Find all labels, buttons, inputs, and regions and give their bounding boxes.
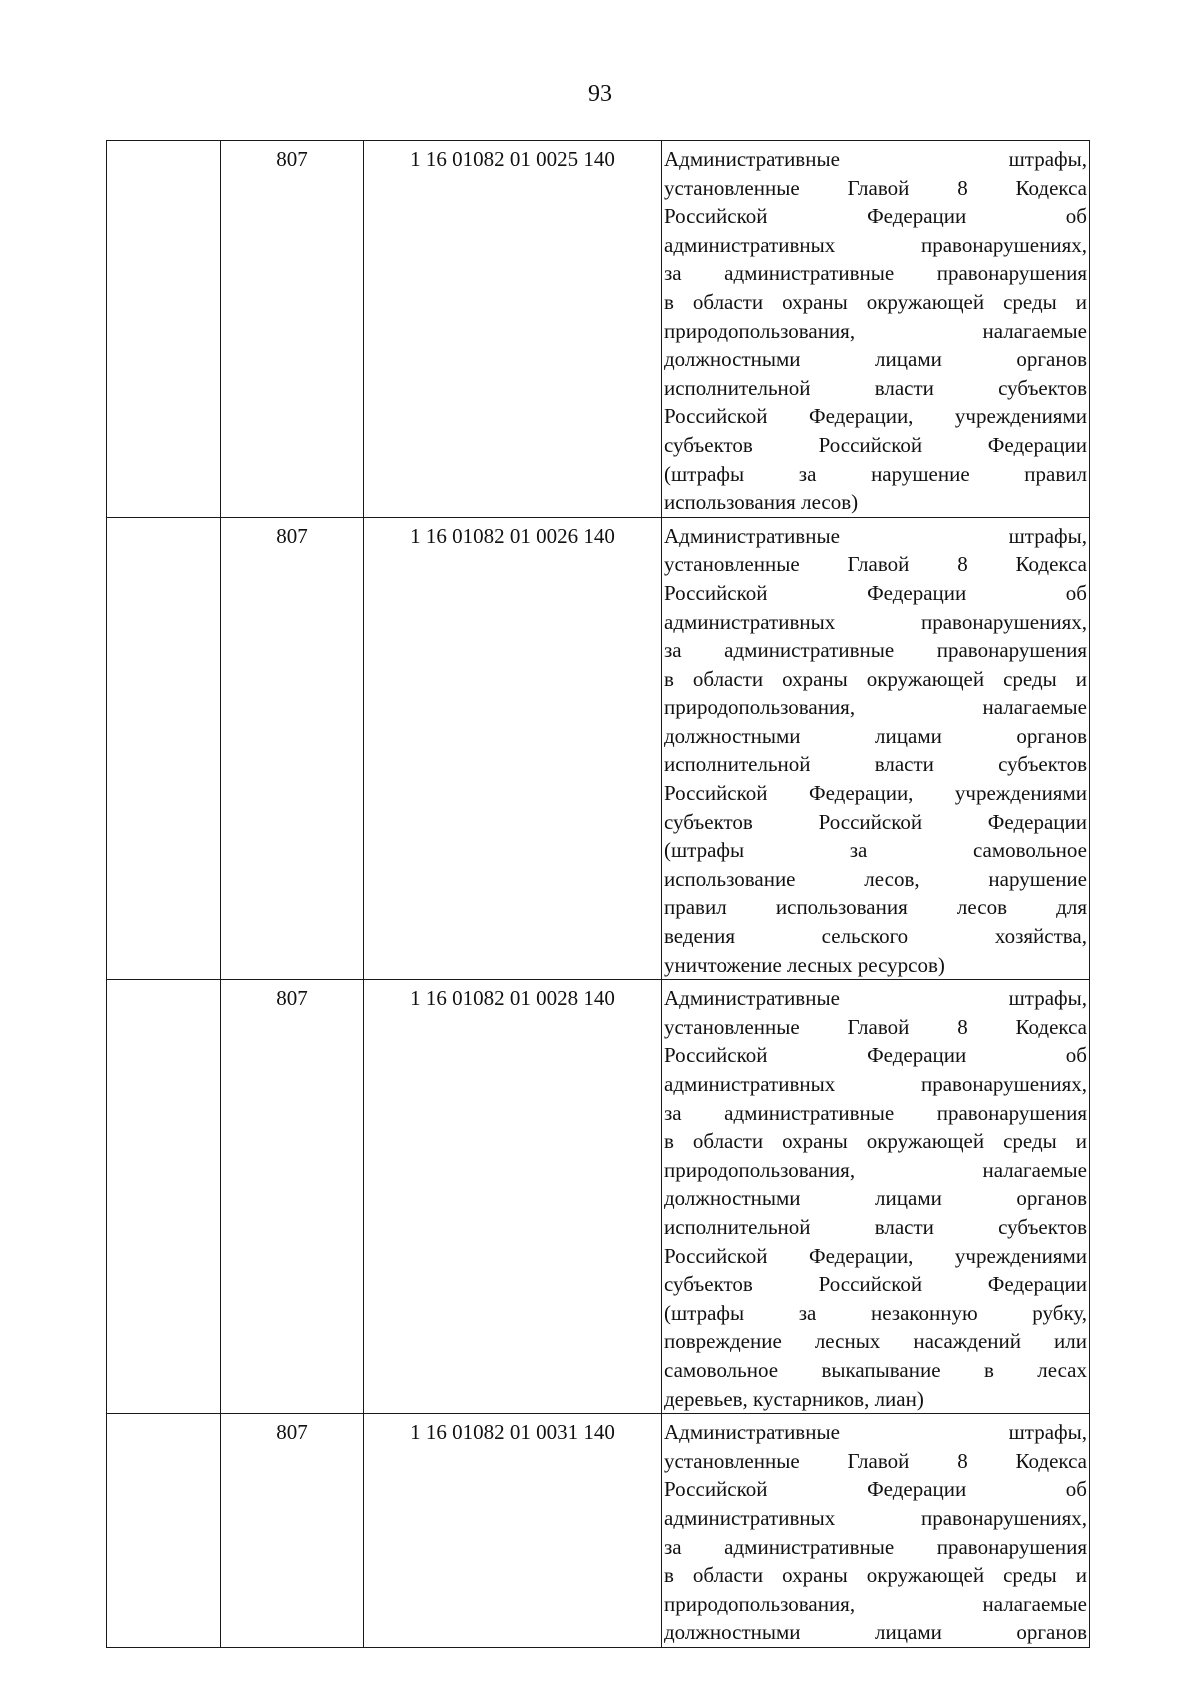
admin-code-cell: 807 — [221, 1414, 364, 1648]
table-row — [107, 980, 1090, 1414]
description-line: в области охраны окружающей среды и — [664, 1563, 1087, 1588]
description-line: природопользования, налагаемые — [664, 1591, 1087, 1616]
description-line: за административные правонарушения — [664, 638, 1087, 663]
kbk-code-cell: 1 16 01082 01 0028 140 — [364, 980, 662, 1414]
description-line: Административные штрафы, — [664, 523, 1087, 548]
description-line: исполнительной власти субъектов — [664, 1214, 1087, 1239]
description-line: уничтожение лесных ресурсов) — [664, 952, 945, 977]
description-line: административных правонарушениях, — [664, 1072, 1087, 1096]
description-line: ведения сельского хозяйства, — [664, 924, 1087, 949]
description-line: субъектов Российской Федерации — [664, 1272, 1087, 1297]
description-line: Российской Федерации, учреждениями — [664, 1243, 1087, 1268]
description-line: установленные Главой 8 Кодекса — [664, 1448, 1087, 1473]
description-line: установленные Главой 8 Кодекса — [664, 1014, 1087, 1039]
description-cell — [662, 141, 1090, 518]
budget-classification-table — [106, 140, 1090, 1645]
description-line: в области охраны окружающей среды и — [664, 289, 1087, 314]
description-line: в области охраны окружающей среды и — [664, 666, 1087, 691]
admin-code-cell: 807 — [221, 517, 364, 980]
description-line: за административные правонарушения — [664, 261, 1087, 286]
table-row — [107, 1414, 1090, 1648]
description-line: за административные правонарушения — [664, 1100, 1087, 1125]
description-line: правил использования лесов для — [664, 895, 1087, 920]
description-line: Российской Федерации об — [664, 204, 1087, 229]
table-row — [107, 141, 1090, 518]
description-line: использования лесов) — [664, 490, 859, 515]
admin-code-cell: 807 — [221, 141, 364, 518]
description-line: Российской Федерации, учреждениями — [664, 404, 1087, 429]
description-line: природопользования, налагаемые — [664, 1157, 1087, 1182]
description-line: установленные Главой 8 Кодекса — [664, 175, 1087, 200]
description-line: должностными лицами органов — [664, 1620, 1087, 1645]
empty-cell — [107, 517, 221, 980]
description-line: Российской Федерации об — [664, 1043, 1087, 1068]
description-line: исполнительной власти субъектов — [664, 752, 1087, 777]
description-line: в области охраны окружающей среды и — [664, 1129, 1087, 1154]
description-line: субъектов Российской Федерации — [664, 432, 1087, 457]
empty-cell — [107, 980, 221, 1414]
description-line: (штрафы за нарушение правил — [664, 461, 1087, 486]
description-line: Административные штрафы, — [664, 1420, 1087, 1445]
description-line: повреждение лесных насаждений или — [664, 1329, 1087, 1354]
table-row — [107, 517, 1090, 980]
description-line: должностными лицами органов — [664, 1186, 1087, 1211]
description-line: самовольное выкапывание в лесах — [664, 1357, 1087, 1382]
description-line: административных правонарушениях, — [664, 232, 1087, 257]
kbk-code-cell: 1 16 01082 01 0031 140 — [364, 1414, 662, 1648]
description-line: Российской Федерации, учреждениями — [664, 781, 1087, 806]
description-line: (штрафы за самовольное — [664, 838, 1087, 863]
admin-code-cell: 807 — [221, 980, 364, 1414]
description-line: использование лесов, нарушение — [664, 866, 1087, 891]
description-line: установленные Главой 8 Кодекса — [664, 552, 1087, 577]
description-line: природопользования, налагаемые — [664, 695, 1087, 720]
description-line: субъектов Российской Федерации — [664, 809, 1087, 834]
description-line: административных правонарушениях, — [664, 609, 1087, 634]
description-line: исполнительной власти субъектов — [664, 375, 1087, 400]
description-line: деревьев, кустарников, лиан) — [664, 1386, 924, 1411]
description-line: административных правонарушениях, — [664, 1505, 1087, 1530]
description-line: Российской Федерации об — [664, 1477, 1087, 1502]
description-cell — [662, 980, 1090, 1414]
kbk-code-cell: 1 16 01082 01 0026 140 — [364, 517, 662, 980]
description-line: (штрафы за незаконную рубку, — [664, 1300, 1087, 1325]
description-line: природопользования, налагаемые — [664, 318, 1087, 343]
description-cell — [662, 1414, 1090, 1648]
description-line: должностными лицами органов — [664, 347, 1087, 372]
description-line: за административные правонарушения — [664, 1534, 1087, 1559]
description-cell — [662, 517, 1090, 980]
empty-cell — [107, 141, 221, 518]
empty-cell — [107, 1414, 221, 1648]
description-line: Административные штрафы, — [664, 986, 1087, 1011]
description-line: Административные штрафы, — [664, 147, 1087, 171]
kbk-code-cell: 1 16 01082 01 0025 140 — [364, 141, 662, 518]
description-line: Российской Федерации об — [664, 580, 1087, 605]
description-line: должностными лицами органов — [664, 723, 1087, 748]
page-number: 93 — [588, 81, 612, 107]
